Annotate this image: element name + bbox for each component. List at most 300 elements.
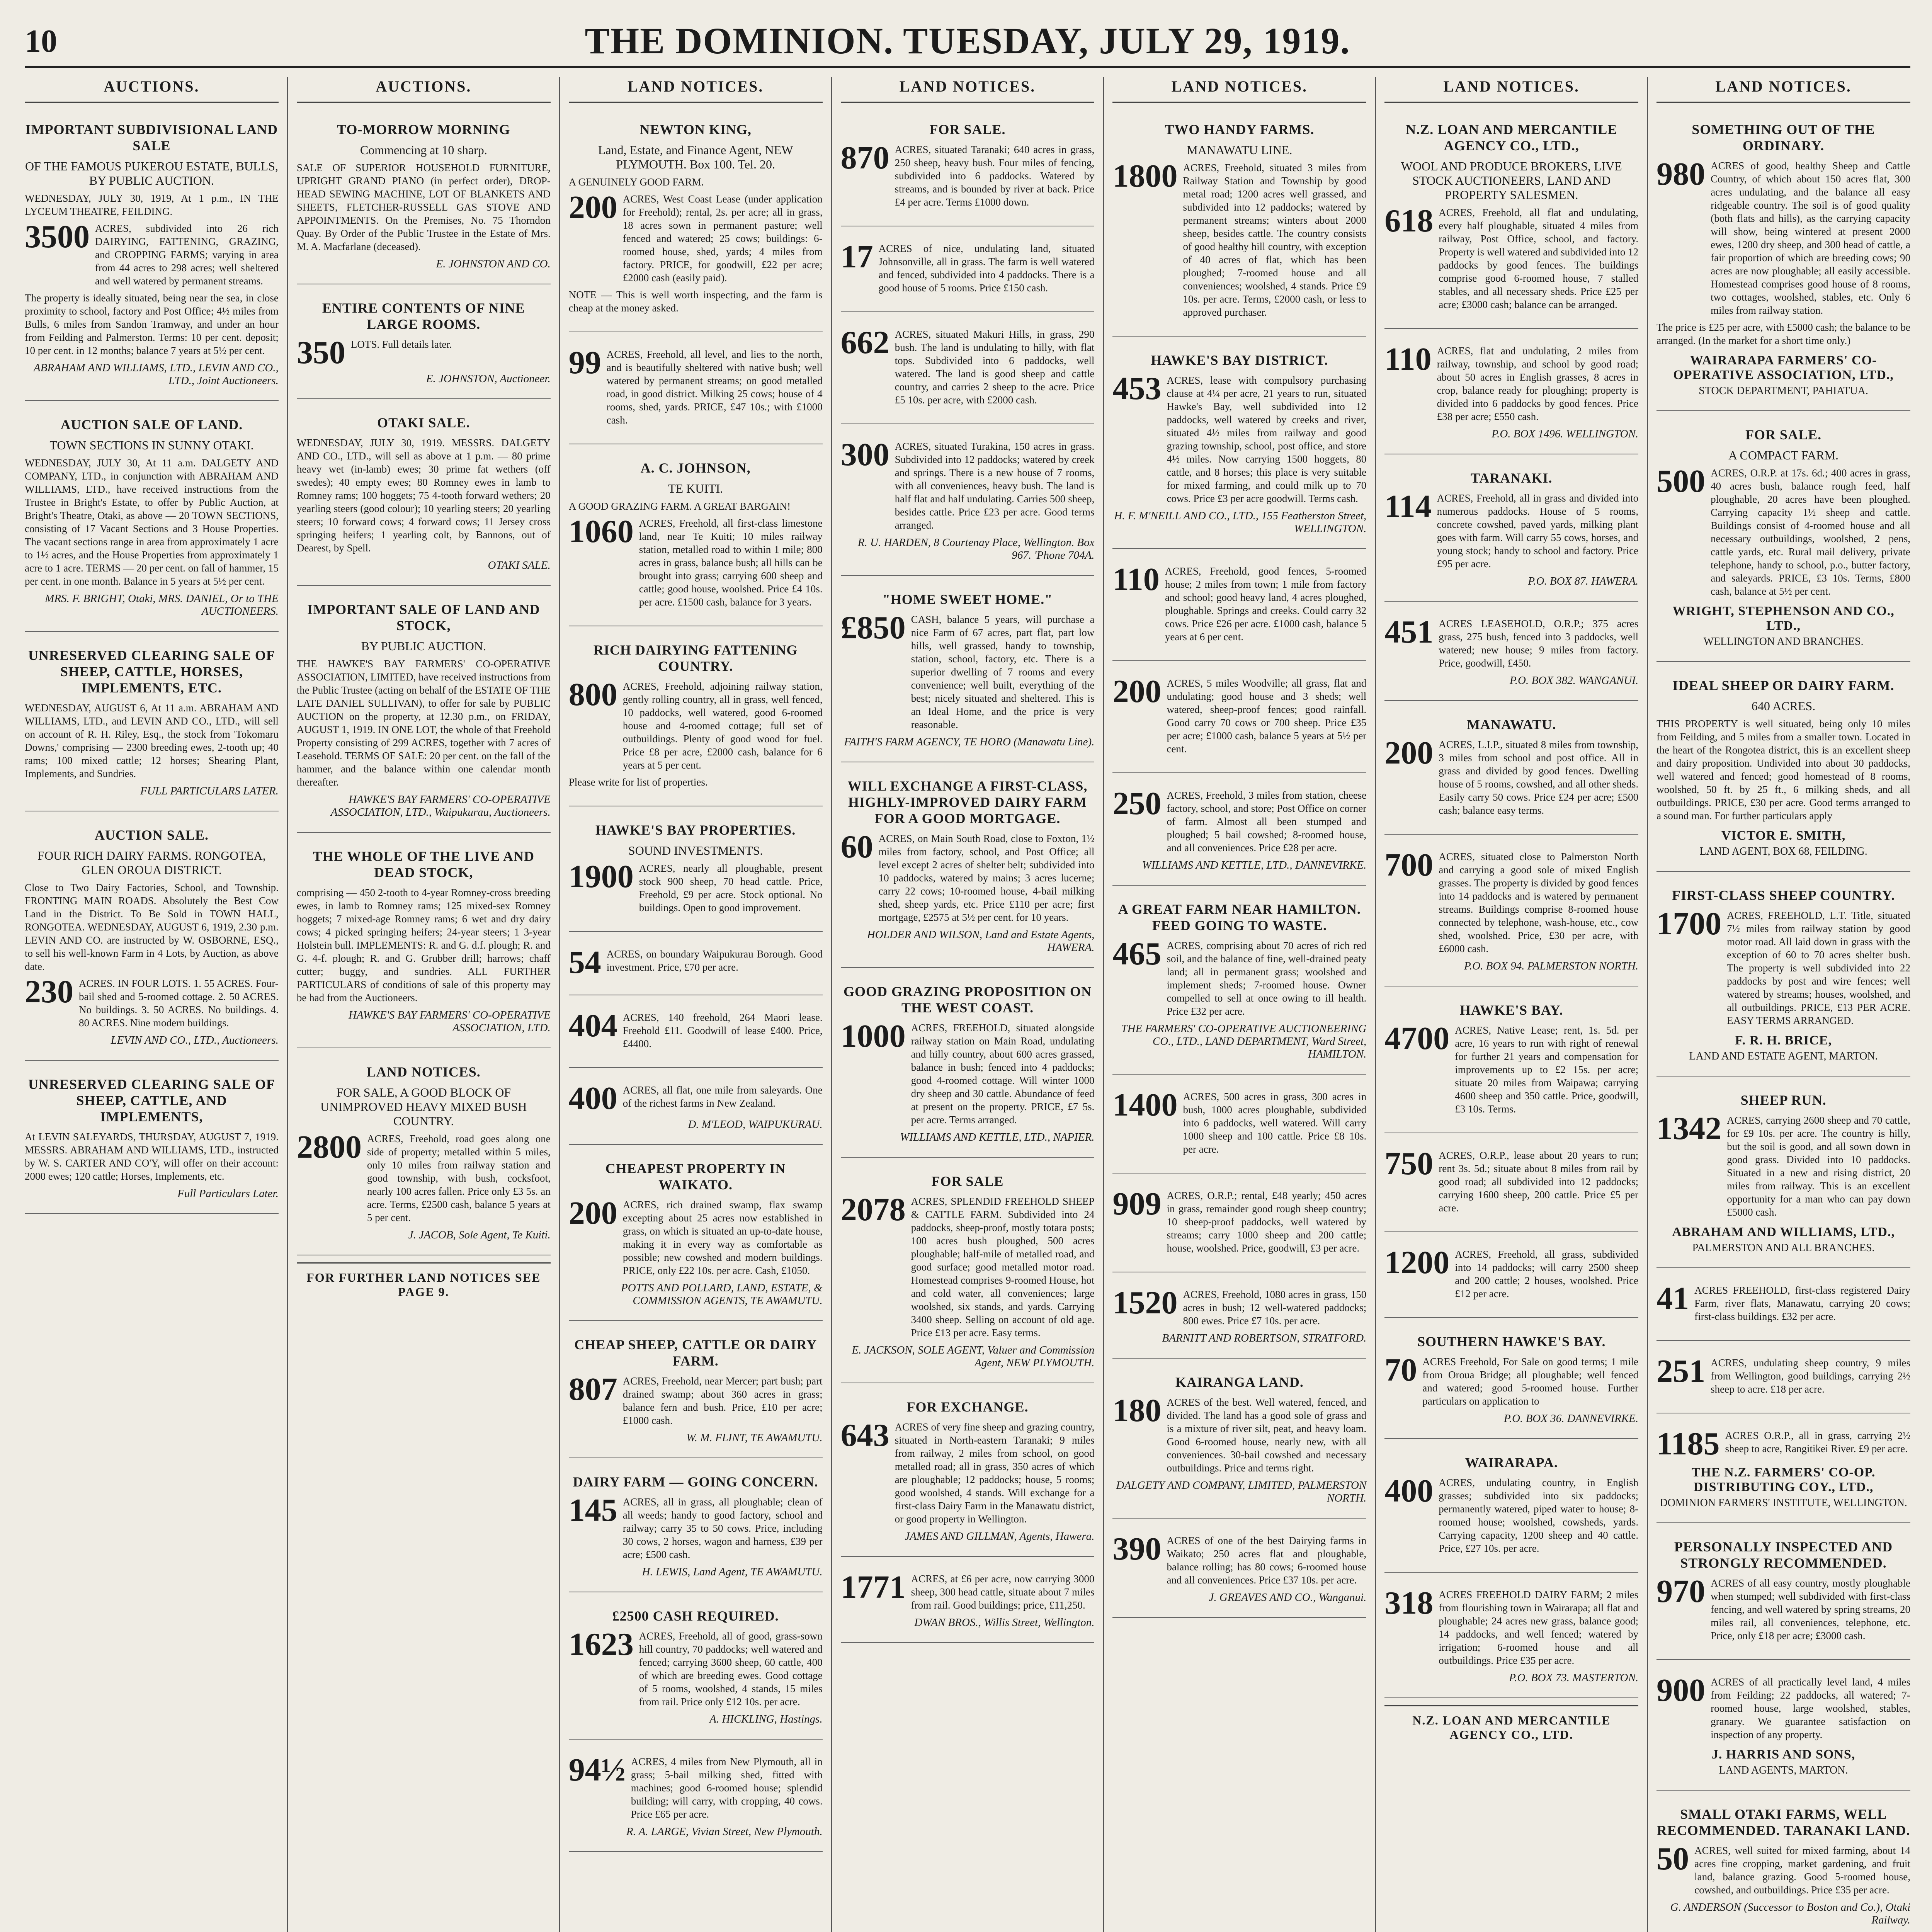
ad-lot <box>25 219 279 287</box>
advertisement <box>569 939 823 995</box>
advertisement <box>25 408 279 632</box>
ad-subheading: 640 ACRES. <box>1751 699 1816 713</box>
ad-agent-address: STOCK DEPARTMENT, PAHIATUA. <box>1699 385 1868 397</box>
ad-lot-text: ACRES, situated Makuri Hills, in grass, 290 bush. The land is undulating to hilly, with flat tops. Subdivided into 6 paddocks, well watered. The land is good sheep and cattle country, and carries 2 sheep to the acre. Price £5 10s. per acre, with £2000 cash. <box>895 328 1095 406</box>
ad-signature: THE FARMERS' CO-OPERATIVE AUCTIONEERING CO., LTD., LAND DEPARTMENT, Ward Street, HAMILTON. <box>1121 1022 1367 1060</box>
ad-heading: FOR EXCHANGE. <box>906 1399 1029 1415</box>
ad-signature: DWAN BROS., Willis Street, Wellington. <box>914 1616 1095 1629</box>
ad-agent-name: WRIGHT, STEPHENSON AND CO., LTD., <box>1672 604 1895 633</box>
ad-lot <box>568 859 823 914</box>
page-number: 10 <box>25 23 57 59</box>
ad-signature: ABRAHAM AND WILLIAMS, LTD., LEVIN AND CO., LTD., Joint Auctioneers. <box>33 362 279 387</box>
ad-lot-text: ACRES, Freehold, situated 3 miles from Railway Station and Township by good metal road; 1200 acres well grassed, and subdivided into 12 paddocks; watered by permanent streams; winters about 2000 sheep, besides cattle. The country consists of good healthy hill country, with exception of 40 acres of flat, which has been ploughed; 7-roomed house and all conveniences; woolshed, 4 stands. Price £9 10s. per acre. Terms, £2000 cash, or less to approved purchaser. <box>1183 162 1367 318</box>
ad-lot <box>1656 1281 1911 1323</box>
column-header: LAND NOTICES. <box>1656 77 1910 103</box>
ad-acreage: 1342 <box>1656 1111 1722 1146</box>
ad-acreage: 1800 <box>1112 158 1178 194</box>
ad-heading: TO-MORROW MORNING <box>337 122 510 137</box>
ad-lot <box>840 325 1095 406</box>
advertisement <box>1656 1348 1910 1413</box>
ad-lot <box>1384 341 1639 423</box>
advertisement <box>1656 113 1910 411</box>
ad-lot-text: ACRES O.R.P., all in grass, carrying 2½ sheep to acre, Rangitikei River. £9 per acre. <box>1725 1430 1911 1454</box>
ad-acreage: 1200 <box>1384 1245 1450 1281</box>
ad-heading: UNRESERVED CLEARING SALE OF SHEEP, CATTLE, AND IMPLEMENTS, <box>28 1077 275 1124</box>
ad-lot <box>568 944 823 980</box>
advertisement <box>569 451 823 626</box>
column-header: LAND NOTICES. <box>1384 77 1638 103</box>
advertisement <box>1384 708 1638 835</box>
advertisement <box>569 1747 823 1852</box>
ad-lot-text: ACRES, Freehold, 3 miles from station, cheese factory, school, and store; Post Office on corner of farm. Almost all been stumped and ploughed; 5 bail cowshed; 8-roomed house, and all conveniences. Price £28 per acre. <box>1167 789 1367 854</box>
ad-acreage: 1000 <box>840 1018 906 1054</box>
advertisement <box>841 431 1095 576</box>
ad-lot <box>568 345 823 427</box>
ad-lot-text: ACRES, West Coast Lease (under application for Freehold); rental, 2s. per acre; all in grass, 18 acres sown in permanent pasture; well fenced and watered; 25 cows; buildings: 6-roomed house, shed, yards; 4 miles from factory. PRICE, for goodwill, £22 per acre; £2000 cash (easily paid). <box>622 193 823 284</box>
ad-lot-text: ACRES, Freehold, all grass, subdivided into 14 paddocks; will carry 2500 sheep and 200 cattle; 2 houses, woolshed. Price £12 per acre. <box>1455 1248 1639 1299</box>
ad-lot-text: ACRES of very fine sheep and grazing country, situated in North-eastern Taranaki; 9 miles from railway, 2 miles from school, on good metalled road; all in grass, 350 acres of which are ploughable; 12 paddocks; house, 5 rooms; good woolshed, 4 stands. Will exchange for a first-class Dairy Farm in the Manawatu district, or good property in Wellington. <box>895 1421 1095 1525</box>
ad-lot <box>1112 1087 1367 1156</box>
advertisement <box>1384 1239 1638 1318</box>
column-header: AUCTIONS. <box>297 77 551 103</box>
advertisement <box>1112 556 1366 661</box>
column-header: LAND NOTICES. <box>841 77 1095 103</box>
ad-heading: RICH DAIRYING FATTENING COUNTRY. <box>593 642 798 674</box>
ad-lot <box>568 1492 823 1561</box>
ad-body: SALE OF SUPERIOR HOUSEHOLD FURNITURE, UPRIGHT GRAND PIANO (in perfect order), DROP-HEAD SEWING MACHINE, LOT OF BLANKETS AND SHEETS, FLETCHER-RUSSELL GAS STOVE AND APPOINTMENTS. On the Premises, No. 75 Thorndon Quay. By Order of the Public Trustee in the Estate of Mrs. M. A. Macfarlane (deceased). <box>296 162 551 252</box>
ad-heading: A. C. JOHNSON, <box>640 460 751 476</box>
ad-lot <box>840 1569 1095 1612</box>
ad-acreage: 99 <box>568 345 601 381</box>
ad-lot-text: ACRES, carrying 2600 sheep and 70 cattle, for £9 10s. per acre. The country is hilly, but the soil is good, and all sown down in good grass. Divided into 10 paddocks. Situated in a new and rising district, 20 miles from railway. This is an excellent opportunity for a man who can pay down £5000 cash. <box>1727 1114 1911 1218</box>
ad-agent-address: LAND AGENT, BOX 68, FEILDING. <box>1699 845 1867 857</box>
ad-heading: CHEAPEST PROPERTY IN WAIKATO. <box>605 1161 786 1192</box>
ad-heading: UNRESERVED CLEARING SALE OF SHEEP, CATTLE, HORSES, IMPLEMENTS, ETC. <box>28 648 275 696</box>
advertisement <box>297 593 551 833</box>
ad-lot <box>568 189 823 284</box>
advertisement <box>1656 418 1910 662</box>
ad-heading: CHEAP SHEEP, CATTLE OR DAIRY FARM. <box>574 1337 817 1369</box>
ad-acreage: 500 <box>1656 463 1706 499</box>
advertisement <box>1112 1366 1366 1519</box>
column-header: LAND NOTICES. <box>1112 77 1366 103</box>
advertisement <box>1384 1325 1638 1439</box>
advertisement <box>297 113 551 284</box>
ad-heading: FIRST-CLASS SHEEP COUNTRY. <box>1672 888 1895 903</box>
ad-lot-text: ACRES, situated Taranaki; 640 acres in grass, 250 sheep, heavy bush. Four miles of fencing, subdivided into 6 paddocks. Watered by streams, and is bounded by river at back. Price £4 per acre. Terms £1000 down. <box>895 144 1095 208</box>
ad-lot-text: ACRES, on Main South Road, close to Foxton, 1½ miles from factory, school, and Post Office; all level except 2 acres of shelter belt; subdivided into 10 paddocks, watered by mains; 3 acres lucerne; carry 22 cows; 10-roomed house, 4-bail milking shed, sheep yards, etc. Price £110 per acre; first mortgage, £2575 at 5½ per cent. for 10 years. <box>878 833 1095 923</box>
ad-body: At LEVIN SALEYARDS, THURSDAY, AUGUST 7, 1919. MESSRS. ABRAHAM AND WILLIAMS, LTD., instructed by W. S. CARTER AND CO'Y, will offer on their account: 2000 ewes; 120 cattle; Horses, Implements, etc. <box>25 1131 279 1182</box>
advertisement <box>1384 609 1638 701</box>
ad-signature: OTAKI SALE. <box>488 559 551 571</box>
ad-acreage: 114 <box>1384 488 1432 524</box>
ad-lot <box>1656 156 1911 317</box>
ad-subheading: OF THE FAMOUS PUKEROU ESTATE, BULLS, BY PUBLIC AUCTION. <box>25 159 278 187</box>
advertisement <box>1656 1667 1910 1791</box>
ad-lot-text: ACRES, all in grass, all ploughable; clean of all weeds; handy to good factory, school and railway; carry 35 to 50 cows. Price, including 30 cows, 2 horses, wagon and harness, £39 per acre; £500 cash. <box>622 1496 823 1560</box>
ad-lot <box>1112 371 1367 505</box>
ad-more-text: Please write for list of properties. <box>568 776 708 788</box>
ad-lot-text: ACRES of all practically level land, 4 miles from Feilding; 22 paddocks, all watered; 7-roomed house, large woolshed, stables, granary. We guarantee satisfaction on inspection of any property. <box>1711 1676 1911 1740</box>
ad-more-text: The price is £25 per acre, with £5000 cash; the balance to be arranged. (In the market for a short time only.) <box>1656 321 1911 346</box>
ad-lot <box>568 514 823 609</box>
ad-subheading: TOWN SECTIONS IN SUNNY OTAKI. <box>49 438 254 452</box>
ad-lot <box>568 1752 823 1821</box>
ad-acreage: 251 <box>1656 1353 1706 1389</box>
advertisement <box>841 1390 1095 1557</box>
ad-signature: E. JOHNSTON AND CO. <box>436 258 551 270</box>
ad-heading: SOMETHING OUT OF THE ORDINARY. <box>1692 122 1875 153</box>
ad-more-text: NOTE — This is well worth inspecting, and the farm is cheap at the money asked. <box>568 289 823 314</box>
ad-signature: E. JOHNSTON, Auctioneer. <box>426 372 551 385</box>
ad-subheading: Commencing at 10 sharp. <box>360 143 487 157</box>
ad-acreage: 807 <box>568 1371 617 1407</box>
advertisement <box>25 818 279 1061</box>
ad-more-text: The property is ideally situated, being near the sea, in close proximity to school, factory and Post Office; 4½ miles from Bulls, 6 miles from Sandon Tramway, and under an hour from Feilding and Palmerston. Terms: 10 per cent. deposit; 10 per cent. in 12 months; balance 7 years at 5½ per cent. <box>25 292 279 356</box>
ad-lot <box>1384 1245 1639 1300</box>
advertisement <box>1384 993 1638 1133</box>
ad-acreage: 1623 <box>568 1626 634 1662</box>
ad-agent-name: ABRAHAM AND WILLIAMS, LTD., <box>1672 1225 1895 1239</box>
ad-lot <box>1112 673 1367 755</box>
ad-lot-text: ACRES, Freehold, near Mercer; part bush; part drained swamp; about 360 acres in grass; balance fern and bush. Price, £10 per acre; £1000 cash. <box>622 1375 823 1426</box>
ad-heading: HAWKE'S BAY. <box>1460 1002 1563 1018</box>
ad-heading: KAIRANGA LAND. <box>1175 1374 1304 1390</box>
ad-acreage: 1771 <box>840 1569 906 1605</box>
ad-acreage: 750 <box>1384 1146 1434 1182</box>
ad-acreage: 1060 <box>568 514 634 549</box>
ad-signature: R. A. LARGE, Vivian Street, New Plymouth. <box>626 1825 823 1838</box>
ad-lot-text: ACRES, Freehold, all first-class limestone land, near Te Kuiti; 10 miles railway station, metalled road to within 1 mile; 800 acres in grass, balance bush; all hills can be brought into grass; carrying 600 sheep and cattle; good house, woolshed. Price £4 10s. per acre. £1500 cash, balance for 3 years. <box>639 517 823 608</box>
ad-lot <box>1656 1426 1911 1462</box>
ad-heading: TARANAKI. <box>1471 470 1553 486</box>
advertisement <box>841 233 1095 312</box>
ad-signature: D. M'LEOD, WAIPUKURAU. <box>688 1118 823 1131</box>
advertisement <box>841 1564 1095 1643</box>
advertisement <box>1384 1580 1638 1698</box>
ad-agent-name: WAIRARAPA FARMERS' CO-OPERATIVE ASSOCIATION, LTD., <box>1673 353 1894 382</box>
advertisement <box>1112 780 1366 886</box>
ad-signature: WILLIAMS AND KETTLE, LTD., DANNEVIRKE. <box>1142 859 1367 871</box>
ad-heading: WILL EXCHANGE A FIRST-CLASS, HIGHLY-IMPROVED DAIRY FARM FOR A GOOD MORTGAGE. <box>847 778 1088 826</box>
ad-subheading: SOUND INVESTMENTS. <box>628 844 763 857</box>
newspaper-title: THE DOMINION. TUESDAY, JULY 29, 1919. <box>585 20 1350 61</box>
column-3 <box>559 77 831 1932</box>
ad-lot-text: ACRES, rich drained swamp, flax swamp excepting about 25 acres now established in grass, on which is situated an up-to-date house, making it in every way as comfortable as possible; new cowshed and modern buildings. PRICE, only £22 10s. per acre. Cash, £1050. <box>622 1199 823 1276</box>
ad-lot-text: ACRES, comprising about 70 acres of rich red soil, and the balance of fine, well-drained peaty land; all in permanent grass; woolshed and implement sheds; 7-roomed house. Owner compelled to sell at once owing to ill health. Price £32 per acre. <box>1167 940 1367 1017</box>
ad-agent-name: VICTOR E. SMITH, <box>1721 828 1846 843</box>
advertisement <box>841 583 1095 762</box>
ad-lot <box>296 1129 551 1224</box>
advertisement <box>1112 1082 1366 1173</box>
ad-body: THE HAWKE'S BAY FARMERS' CO-OPERATIVE ASSOCIATION, LIMITED, have received instructions from the Public Trustee (acting on behalf of the ESTATE OF THE LATE DANIEL SULLIVAN), to offer for sale by PUBLIC AUCTION on the property, at 12.30 p.m., on FRIDAY, AUGUST 1, 1919. IN ONE LOT, the whole of that Freehold Property consisting of 299 ACRES, together with 7 acres of Leasehold. TERMS OF SALE: 20 per cent. on the fall of the hammer, and the balance within one calendar month thereafter. <box>296 658 551 788</box>
ad-body: WEDNESDAY, JULY 30, At 11 a.m. DALGETY AND COMPANY, LTD., in conjunction with ABRAHAM AND WILLIAMS, LTD., have received instructions from the Trustee in Bright's Estate, to offer by Public Auction, at Bright's Theatre, Otaki, as above — 20 TOWN SECTIONS, consisting of 17 Vacant Sections and 3 House Properties. The vacant sections range in area from approximately 1 acre to 1½ acres, and the House Properties from approximately 1 acre to 1 acre. TERMS — 20 per cent. on fall of hammer, 15 per cent. in one month. Balance in 5 years at 5½ per cent. <box>25 457 279 587</box>
ad-signature: G. ANDERSON (Successor to Boston and Co.), Otaki Railway. <box>1670 1901 1911 1926</box>
advertisement <box>841 769 1095 968</box>
ad-lot <box>1384 847 1639 955</box>
ad-acreage: 618 <box>1384 203 1434 239</box>
ad-acreage: 404 <box>568 1008 617 1044</box>
ad-signature: FULL PARTICULARS LATER. <box>140 785 279 797</box>
ad-heading: OTAKI SALE. <box>377 415 470 430</box>
ad-lot <box>1656 1841 1911 1896</box>
ad-lot <box>1384 1352 1639 1408</box>
ad-acreage: 110 <box>1384 341 1432 377</box>
ad-signature: HAWKE'S BAY FARMERS' CO-OPERATIVE ASSOCIATION, LTD., Waipukurau, Auctioneers. <box>331 793 551 818</box>
ad-agent-address: LAND AGENTS, MARTON. <box>1719 1764 1848 1776</box>
ad-lot-text: ACRES, Freehold, all of good, grass-sown hill country, 70 paddocks; well watered and fenced; carrying 3600 sheep, 60 cattle, 400 of which are breeding ewes. Good cottage of 5 rooms, woolshed, 4 stands, 15 miles from rail. Price only £12 10s. per acre. <box>639 1630 823 1708</box>
ad-lot-text: ACRES FREEHOLD DAIRY FARM; 2 miles from flourishing town in Wairarapa; all flat and ploughable; 24 acres new grass, balance good; 14 paddocks, and well fenced; watered by irrigation; 6-roomed house and all outbuildings. Price £35 per acre. <box>1439 1589 1639 1666</box>
ad-acreage: 900 <box>1656 1672 1706 1708</box>
ad-signature: DALGETY AND COMPANY, LIMITED, PALMERSTON NORTH. <box>1116 1479 1367 1504</box>
ad-heading: HAWKE'S BAY PROPERTIES. <box>595 822 796 838</box>
ad-signature: J. JACOB, Sole Agent, Te Kuiti. <box>408 1229 551 1241</box>
masthead <box>25 19 1910 68</box>
ad-body: THIS PROPERTY is well situated, being only 10 miles from Feilding, and 5 miles from a smaller town. Located in the heart of the Rongotea district, this is an excellent sheep and dairy proposition. Undivided into about 30 paddocks, well watered and fenced; good homestead of 8 rooms, woolshed, 50 ft. by 25 ft., 6 milking sheds, and all outbuildings. PRICE, £30 per acre. Good terms arranged to a sound man. For further particulars apply <box>1656 718 1911 821</box>
ad-subheading: WOOL AND PRODUCE BROKERS, LIVE STOCK AUCTIONEERS, LAND AND PROPERTY SALESMEN. <box>1401 159 1622 202</box>
ad-lot-text: ACRES, undulating sheep country, 9 miles from Wellington, good buildings, carrying 2½ sheep to acre. £18 per acre. <box>1711 1357 1911 1395</box>
ad-acreage: 465 <box>1112 936 1162 972</box>
advertisement <box>841 1165 1095 1383</box>
ad-body: WEDNESDAY, JULY 30, 1919, At 1 p.m., IN THE LYCEUM THEATRE, FEILDING. <box>25 192 279 217</box>
ad-acreage: 1185 <box>1656 1426 1720 1462</box>
ad-acreage: 4700 <box>1384 1020 1450 1056</box>
ad-signature: R. U. HARDEN, 8 Courtenay Place, Wellington. Box 967. 'Phone 704A. <box>857 536 1095 561</box>
ad-lot-text: ACRES, O.R.P., lease about 20 years to run; rent 3s. 5d.; situate about 8 miles from rail by good road; all subdivided into 12 paddocks; carrying 1600 sheep, 200 cattle. Price £5 per acre. <box>1439 1150 1639 1214</box>
ad-body: WEDNESDAY, JULY 30, 1919. MESSRS. DALGETY AND CO., LTD., will sell as above at 1 p.m. — 80 prime heavy wet (in-lamb) ewes; 30 prime fat wethers (off swedes); 40 empty ewes; 80 Romney ewes in lamb to Romney rams; 100 hoggets; 75 4-tooth forward wethers; 20 yearling steers (good colour); 10 yearling steers; 20 yearling steers; 10 forward cows; 4 forward cows; 11 Jersey cross springing heifers; 1 yearling colt, by Bannons, out of Dearest, by Spell. <box>296 437 551 554</box>
advertisement <box>1112 1526 1366 1618</box>
ad-lot <box>1112 786 1367 854</box>
ad-lot-text: CASH, balance 5 years, will purchase a nice Farm of 67 acres, part flat, part low hills, well grassed, handy to township, station, school, factory, etc. There is a superior dwelling of 7 rooms and every convenience; well built, everything of the best; nicely situated and sheltered. This is an Ideal Home, and the price is very reasonable. <box>911 614 1095 730</box>
advertisement <box>1384 1140 1638 1232</box>
ad-lot <box>1112 561 1367 643</box>
ad-lot-text: ACRES of one of the best Dairying farms in Waikato; 250 acres flat and ploughable, balance rolling; has 80 cows; 6-roomed house and all conveniences. Price £37 10s. per acre. <box>1167 1535 1367 1586</box>
ad-lot-text: ACRES, on boundary Waipukurau Borough. Good investment. Price, £70 per acre. <box>606 948 823 973</box>
advertisement <box>25 639 279 811</box>
ad-body: comprising — 450 2-tooth to 4-year Romney-cross breeding ewes, in lamb to Romney rams; 125 mixed-sex Romney hoggets; 7 mixed-age Romney rams; 6 wet and dry dairy cows; 4 picked springing heifers; 24-year steers; 1 3-year Holstein bull. IMPLEMENTS: R. and G. d.f. plough; R. and G. 4-f. plough; R. and G. Grubber drill; harrows; chaff cutter; buggy, and sundries. ALL FURTHER PARTICULARS of conditions of sale of this property may be had from the Auctioneers. <box>296 887 551 1003</box>
ad-lot-text: ACRES, FREEHOLD, L.T. Title, situated 7½ miles from railway station by good motor road. All laid down in grass with the exception of 60 to 70 acres shelter bush. The property is well subdivided into 22 paddocks by post and wire fences; well watered by streams; houses, woolshed, and all outbuildings. PRICE, £13 PER ACRE. EASY TERMS ARRANGED. <box>1727 910 1911 1026</box>
ad-acreage: 94½ <box>568 1752 626 1788</box>
ad-lot-text: ACRES, at £6 per acre, now carrying 3000 sheep, 300 head cattle, situate about 7 miles from rail. Good buildings; price, £11,250. <box>911 1573 1095 1611</box>
ad-heading: SOUTHERN HAWKE'S BAY. <box>1417 1334 1606 1349</box>
ad-signature: H. F. M'NEILL AND CO., LTD., 155 Featherston Street, WELLINGTON. <box>1114 510 1367 535</box>
ad-heading: MANAWATU. <box>1467 717 1556 732</box>
ad-acreage: 60 <box>840 829 873 865</box>
ad-subheading: Land, Estate, and Finance Agent, NEW PLYMOUTH. Box 100. Tel. 20. <box>598 143 793 171</box>
advertisement <box>569 1328 823 1458</box>
ad-lot <box>1656 1111 1911 1219</box>
ad-heading: SHEEP RUN. <box>1740 1092 1827 1108</box>
advertisement <box>1384 461 1638 602</box>
ad-subheading: BY PUBLIC AUCTION. <box>361 639 486 653</box>
ad-lot-text: ACRES, Freehold, adjoining railway station, gently rolling country, all in grass, well fenced, 10 paddocks, well watered, good 6-roomed house and 4-roomed cottage; full set of outbuildings. Plenty of good wood for fuel. Price £8 per acre, £2000 cash, balance for 6 years at 5 per cent. <box>622 680 823 771</box>
ad-heading: AUCTION SALE. <box>94 827 209 843</box>
newspaper-page <box>25 19 1910 1932</box>
ad-acreage: 200 <box>568 1195 617 1231</box>
column-footer: FOR FURTHER LAND NOTICES SEE PAGE 9. <box>297 1262 551 1306</box>
ad-lot <box>1384 1473 1639 1555</box>
ad-lot <box>25 974 279 1029</box>
ad-signature: WILLIAMS AND KETTLE, LTD., NAPIER. <box>900 1131 1095 1143</box>
ad-lot-text: ACRES, 5 miles Woodville; all grass, flat and undulating; good house and 3 sheds; well watered, sheep-proof fences; good rainfall. Good carry 70 cows or 700 sheep. Price £35 per acre; £1000 cash, balance 5 years at 5½ per cent. <box>1167 677 1367 755</box>
ad-heading: FOR SALE <box>931 1173 1004 1189</box>
ad-acreage: 250 <box>1112 786 1162 821</box>
ad-heading: THE WHOLE OF THE LIVE AND DEAD STOCK, <box>313 849 535 880</box>
column-1 <box>25 77 287 1932</box>
ad-lot <box>568 1195 823 1277</box>
ad-acreage: 17 <box>840 239 873 275</box>
ad-acreage: 970 <box>1656 1573 1706 1609</box>
ad-signature: E. JACKSON, SOLE AGENT, Valuer and Commission Agent, NEW PLYMOUTH. <box>852 1344 1095 1369</box>
ad-lot <box>1656 1353 1911 1396</box>
ad-heading: IDEAL SHEEP OR DAIRY FARM. <box>1672 678 1895 693</box>
ad-acreage: 318 <box>1384 1585 1434 1621</box>
ad-acreage: 700 <box>1384 847 1434 883</box>
ad-lot-text: ACRES, nearly all ploughable, present stock 900 sheep, 70 head cattle. Price, Freehold, £9 per acre. Stock optional. No buildings. Open to good improvement. <box>639 862 823 913</box>
ad-lot <box>1112 1285 1367 1327</box>
advertisement <box>569 633 823 806</box>
advertisement <box>569 813 823 932</box>
ad-heading: GOOD GRAZING PROPOSITION ON THE WEST COAST. <box>843 984 1092 1015</box>
advertisement <box>297 840 551 1048</box>
ad-acreage: 180 <box>1112 1393 1162 1429</box>
ad-lot <box>1656 1672 1911 1741</box>
ad-acreage: 2078 <box>840 1192 906 1228</box>
advertisement <box>1384 842 1638 986</box>
advertisement <box>1656 1083 1910 1268</box>
ad-acreage: 110 <box>1112 561 1160 597</box>
ad-lot-text: ACRES, O.R.P. at 17s. 6d.; 400 acres in grass, 40 acres bush, balance rough feed, half ploughable, 20 acres have been ploughed. Carrying capacity 1½ sheep and cattle. Buildings consist of 4-roomed house and all necessary outbuildings, woolshed, 2 pens, cattle yards, etc. Rural mail delivery, private telephone, handy to school, p.o., butter factory, and saleyards. PRICE, £3 10s. Terms, £800 cash, balance at 5½ per cent. <box>1711 467 1911 597</box>
ad-acreage: 800 <box>568 677 617 713</box>
ad-lot <box>1384 614 1639 670</box>
ad-agent-name: J. HARRIS AND SONS, <box>1711 1747 1855 1762</box>
ad-subheading: FOUR RICH DAIRY FARMS. RONGOTEA, GLEN OROUA DISTRICT. <box>37 849 266 877</box>
ad-lot-text: ACRES. IN FOUR LOTS. 1. 55 ACRES. Four-bail shed and 5-roomed cottage. 2. 50 ACRES. No buildings. 3. 50 ACRES. No buildings. 4. 80 ACRES. Nine modern buildings. <box>79 978 279 1029</box>
ad-lot <box>568 1371 823 1427</box>
advertisement <box>569 1002 823 1068</box>
advertisement <box>569 1465 823 1592</box>
ad-acreage: 300 <box>840 437 889 473</box>
ad-lot-text: ACRES, lease with compulsory purchasing clause at 4¼ per acre, 21 years to run, situated Hawke's Bay, well subdivided into 12 paddocks, well watered by creeks and river, situated 4½ miles from railway and good grazing township, school, post office, and store 4½ miles. Now carrying 1500 hoggets, 80 cattle, and 8 horses; this place is very suitable for mixed farming, and could milk up to 70 cows. Price £3 per acre goodwill. Terms cash. <box>1167 374 1367 504</box>
advertisement <box>569 339 823 444</box>
ad-acreage: 350 <box>296 335 345 371</box>
ad-acreage: 200 <box>1112 673 1162 709</box>
column-7 <box>1647 77 1910 1932</box>
ad-heading: DAIRY FARM — GOING CONCERN. <box>573 1474 818 1490</box>
ad-acreage: 200 <box>1384 735 1434 771</box>
ad-lot <box>840 140 1095 209</box>
ad-agent-address: WELLINGTON AND BRANCHES. <box>1703 636 1864 648</box>
ad-acreage: 2800 <box>296 1129 362 1165</box>
advertisement <box>841 319 1095 424</box>
ad-lot-text: ACRES, FREEHOLD, situated alongside railway station on Main Road, undulating and hilly country, about 600 acres grassed, balance in bush; fenced into 4 paddocks; good 4-roomed cottage. Will winter 1000 dry sheep and 30 cattle. Abundance of feed at present on the property. PRICE, £7 5s. per acre. Terms arranged. <box>911 1022 1095 1126</box>
ad-lot <box>1656 906 1911 1027</box>
ad-acreage: £850 <box>840 610 906 646</box>
ad-lot-text: ACRES of the best. Well watered, fenced, and divided. The land has a good sole of grass and is a mixture of river silt, peat, and heavy loam. Good 6-roomed house, nearly new, with all conveniences. 30-bail cowshed and necessary outbuildings. Price and terms right. <box>1167 1396 1367 1474</box>
ad-heading: IMPORTANT SUBDIVISIONAL LAND SALE <box>25 122 278 153</box>
ad-heading: FOR SALE. <box>929 122 1006 137</box>
ad-lot-text: ACRES, subdivided into 26 rich DAIRYING, FATTENING, GRAZING, and CROPPING FARMS; varying in area from 44 acres to 298 acres; well sheltered and well watered by permanent streams. <box>95 223 279 287</box>
ad-heading: ENTIRE CONTENTS OF NINE LARGE ROOMS. <box>322 300 525 332</box>
ad-acreage: 390 <box>1112 1531 1162 1567</box>
advertisement <box>1112 668 1366 773</box>
ad-acreage: 643 <box>840 1417 889 1453</box>
ad-lot <box>1112 158 1367 319</box>
ad-lot <box>840 239 1095 294</box>
ad-signature: A. HICKLING, Hastings. <box>709 1713 823 1725</box>
ad-agent-address: PALMERSTON AND ALL BRANCHES. <box>1692 1242 1875 1254</box>
advertisement <box>1112 344 1366 549</box>
ad-subheading: FOR SALE, A GOOD BLOCK OF UNIMPROVED HEAVY MIXED BUSH COUNTRY. <box>320 1085 527 1128</box>
ad-lot-text: LOTS. Full details later. <box>350 338 452 350</box>
ad-lot <box>568 1080 823 1116</box>
ad-lot-text: ACRES Freehold, For Sale on good terms; 1 mile from Oroua Bridge; all ploughable; well fenced and watered; good 5-roomed house. Further particulars on application to <box>1422 1356 1639 1407</box>
ad-heading: NEWTON KING, <box>639 122 752 137</box>
ad-lot <box>1656 1573 1911 1642</box>
ad-lot <box>568 677 823 772</box>
advertisement <box>1384 336 1638 454</box>
advertisement <box>841 113 1095 226</box>
ad-signature: P.O. BOX 382. WANGANUI. <box>1509 674 1639 687</box>
ad-lot <box>296 335 551 371</box>
advertisement <box>1656 879 1910 1077</box>
ad-lot-text: ACRES, L.I.P., situated 8 miles from township, 3 miles from school and post office. All in grass and divided by good fences. Dwelling house of 5 rooms, cowshed, and all other sheds. Easily carry 50 cows. Price £24 per acre; £500 cash; balance easy terms. <box>1439 739 1639 816</box>
ad-lot-text: ACRES of nice, undulating land, situated Johnsonville, all in grass. The farm is well watered and fenced, subdivided into 4 paddocks. There is a good house of 5 rooms. Price £150 cash. <box>878 243 1095 294</box>
ad-lot <box>1384 488 1639 570</box>
ad-heading: SMALL OTAKI FARMS, WELL RECOMMENDED. TARANAKI LAND. <box>1656 1806 1910 1838</box>
ad-lot-text: ACRES FREEHOLD, first-class registered Dairy Farm, river flats, Manawatu, carrying 20 cows; first-class buildings. £32 per acre. <box>1694 1284 1911 1322</box>
ad-acreage: 1520 <box>1112 1285 1178 1321</box>
ad-signature: P.O. BOX 87. HAWERA. <box>1528 575 1639 587</box>
ad-body: Close to Two Dairy Factories, School, and Township. FRONTING MAIN ROADS. Absolutely the Best Cow Land in the District. To Be Sold in TOWN HALL, RONGOTEA. WEDNESDAY, AUGUST 6, 1919, 2.30 p.m. LEVIN AND CO. are instructed by W. OSBORNE, ESQ., to sell his well-known Farm in 4 Lots, by Auction, as above date. <box>25 882 279 972</box>
ad-lot-text: ACRES, undulating country, in English grasses; subdivided into six paddocks; permanently watered, piped water to house; 8-roomed house; woolshed, cowsheds, yards. Carrying capacity, 1200 sheep and 40 cattle. Price, £27 10s. per acre. <box>1439 1477 1639 1554</box>
ad-heading: A GREAT FARM NEAR HAMILTON. FEED GOING TO WASTE. <box>1118 901 1361 933</box>
ad-acreage: 662 <box>840 325 889 361</box>
ad-signature: P.O. BOX 73. MASTERTON. <box>1509 1672 1639 1684</box>
ad-heading: LAND NOTICES. <box>366 1064 481 1080</box>
advertisement <box>1384 1446 1638 1573</box>
ad-heading: N.Z. LOAN AND MERCANTILE AGENCY CO., LTD., <box>1406 122 1617 153</box>
ad-body: A GOOD GRAZING FARM. A GREAT BARGAIN! <box>568 500 791 512</box>
ad-acreage: 230 <box>25 974 73 1010</box>
ad-lot <box>840 437 1095 532</box>
ad-lot <box>568 1008 823 1050</box>
ad-lot <box>1112 1393 1367 1475</box>
ad-lot-text: ACRES, situated Turakina, 150 acres in grass. Subdivided into 12 paddocks; watered by creek and springs. There is a new house of 7 rooms, with all conveniences, heavy bush. The land is half flat and half undulating. Carries 500 sheep, besides cattle. Price £23 per acre. Good terms arranged. <box>895 440 1095 531</box>
ad-acreage: 980 <box>1656 156 1706 192</box>
ad-agent-address: LAND AND ESTATE AGENT, MARTON. <box>1689 1050 1878 1062</box>
ad-signature: MRS. F. BRIGHT, Otaki, MRS. DANIEL, Or to THE AUCTIONEERS. <box>45 592 279 617</box>
ad-signature: FAITH'S FARM AGENCY, TE HORO (Manawatu Line). <box>844 736 1095 748</box>
ad-heading: "HOME SWEET HOME." <box>882 592 1053 607</box>
ad-lot <box>1112 1531 1367 1587</box>
ad-lot <box>1656 463 1911 598</box>
advertisement <box>1656 669 1910 872</box>
ad-acreage: 1400 <box>1112 1087 1178 1123</box>
ad-heading: WAIRARAPA. <box>1465 1455 1558 1470</box>
ad-lot-text: ACRES, well suited for mixed farming, about 14 acres fine cropping, market gardening, and fruit land, balance grazing. Good 5-roomed house, cowshed, and outbuildings. Price £35 per acre. <box>1694 1845 1911 1896</box>
ad-agent-name: F. R. H. BRICE, <box>1735 1033 1832 1048</box>
advertisement <box>1384 113 1638 329</box>
ad-acreage: 41 <box>1656 1281 1689 1316</box>
ad-body: A GENUINELY GOOD FARM. <box>568 176 704 188</box>
ad-lot-text: ACRES, Freehold, all flat and undulating, every half ploughable, situated 4 miles from railway, Post Office, school, and factory. Property is well watered and subdivided into 12 paddocks by good fences. The buildings comprise good 6-roomed house, 7 stalled stables, and all necessary sheds. Price £25 per acre; £3000 cash; balance can be arranged. <box>1439 207 1639 310</box>
ad-heading: IMPORTANT SALE OF LAND AND STOCK, <box>307 602 540 633</box>
ad-lot-text: ACRES, O.R.P.; rental, £48 yearly; 450 acres in grass, remainder good rough sheep country; 10 sheep-proof paddocks, well watered by streams; carry 1000 sheep and 200 cattle; house, woolshed. Price, goodwill, £3 per acre. <box>1167 1190 1367 1254</box>
column-header: AUCTIONS. <box>25 77 279 103</box>
advertisement <box>297 1055 551 1255</box>
advertisement <box>1656 1798 1910 1932</box>
